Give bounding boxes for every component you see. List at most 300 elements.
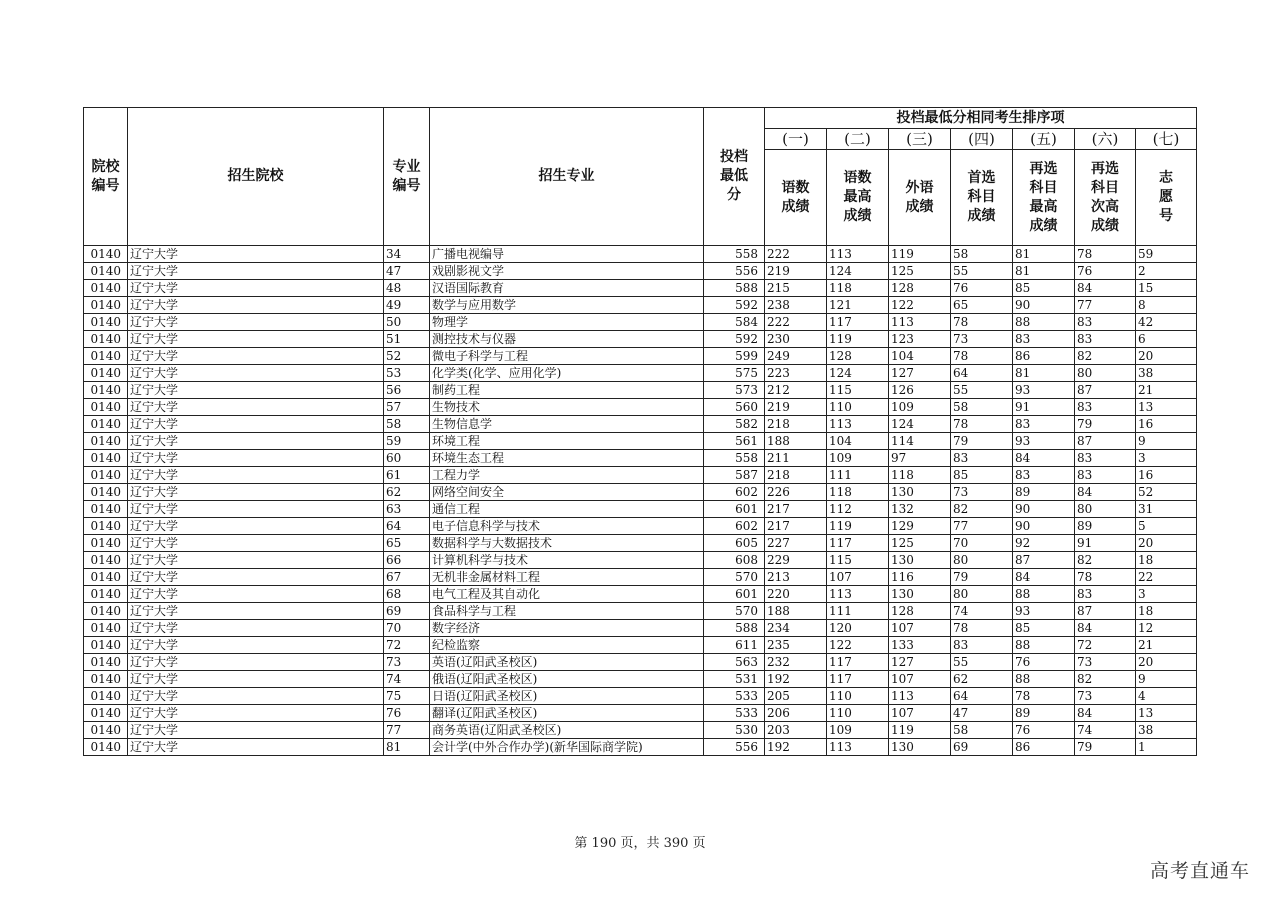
cell-preference-number: 6 xyxy=(1136,331,1197,348)
cell-major-code: 64 xyxy=(384,518,430,535)
cell-major-code: 75 xyxy=(384,688,430,705)
cell-chinese-math-max-score: 117 xyxy=(827,654,889,671)
cell-school-code: 0140 xyxy=(84,535,128,552)
cell-chinese-math-score: 222 xyxy=(765,314,827,331)
table-row xyxy=(84,637,1197,654)
cell-preference-number: 38 xyxy=(1136,722,1197,739)
cell-min-score: 575 xyxy=(704,365,765,382)
cell-preference-number: 18 xyxy=(1136,603,1197,620)
cell-major-name: 生物信息学 xyxy=(430,416,704,433)
cell-major-code: 47 xyxy=(384,263,430,280)
cell-chinese-math-max-score: 110 xyxy=(827,705,889,722)
cell-school-name: 辽宁大学 xyxy=(128,297,384,314)
cell-school-code: 0140 xyxy=(84,382,128,399)
cell-chinese-math-score: 188 xyxy=(765,433,827,450)
cell-elective-second-score: 79 xyxy=(1075,416,1136,433)
cell-chinese-math-max-score: 122 xyxy=(827,637,889,654)
cell-school-code: 0140 xyxy=(84,484,128,501)
cell-min-score: 605 xyxy=(704,535,765,552)
cell-first-subject-score: 78 xyxy=(951,416,1013,433)
cell-preference-number: 8 xyxy=(1136,297,1197,314)
cell-elective-second-score: 83 xyxy=(1075,314,1136,331)
cell-preference-number: 20 xyxy=(1136,535,1197,552)
cell-first-subject-score: 83 xyxy=(951,450,1013,467)
table-row xyxy=(84,297,1197,314)
cell-major-code: 66 xyxy=(384,552,430,569)
cell-elective-max-score: 90 xyxy=(1013,518,1075,535)
cell-preference-number: 12 xyxy=(1136,620,1197,637)
cell-school-name: 辽宁大学 xyxy=(128,722,384,739)
cell-preference-number: 18 xyxy=(1136,552,1197,569)
cell-chinese-math-score: 188 xyxy=(765,603,827,620)
cell-elective-max-score: 93 xyxy=(1013,603,1075,620)
cell-first-subject-score: 80 xyxy=(951,586,1013,603)
cell-chinese-math-max-score: 124 xyxy=(827,263,889,280)
cell-school-code: 0140 xyxy=(84,467,128,484)
cell-school-name: 辽宁大学 xyxy=(128,484,384,501)
cell-major-code: 58 xyxy=(384,416,430,433)
cell-first-subject-score: 78 xyxy=(951,314,1013,331)
cell-chinese-math-max-score: 124 xyxy=(827,365,889,382)
cell-preference-number: 2 xyxy=(1136,263,1197,280)
cell-min-score: 531 xyxy=(704,671,765,688)
cell-elective-second-score: 77 xyxy=(1075,297,1136,314)
table-row xyxy=(84,535,1197,552)
cell-chinese-math-max-score: 104 xyxy=(827,433,889,450)
cell-school-code: 0140 xyxy=(84,399,128,416)
cell-chinese-math-score: 205 xyxy=(765,688,827,705)
cell-preference-number: 59 xyxy=(1136,246,1197,263)
cell-min-score: 599 xyxy=(704,348,765,365)
cell-foreign-language-score: 130 xyxy=(889,739,951,756)
cell-chinese-math-score: 192 xyxy=(765,739,827,756)
cell-min-score: 570 xyxy=(704,569,765,586)
cell-chinese-math-score: 229 xyxy=(765,552,827,569)
cell-chinese-math-max-score: 112 xyxy=(827,501,889,518)
cell-chinese-math-score: 249 xyxy=(765,348,827,365)
cell-major-name: 纪检监察 xyxy=(430,637,704,654)
cell-elective-max-score: 76 xyxy=(1013,654,1075,671)
cell-school-name: 辽宁大学 xyxy=(128,501,384,518)
cell-chinese-math-max-score: 110 xyxy=(827,688,889,705)
cell-major-name: 环境生态工程 xyxy=(430,450,704,467)
cell-chinese-math-max-score: 119 xyxy=(827,331,889,348)
cell-chinese-math-score: 230 xyxy=(765,331,827,348)
cell-major-name: 化学类(化学、应用化学) xyxy=(430,365,704,382)
cell-elective-second-score: 73 xyxy=(1075,654,1136,671)
cell-foreign-language-score: 109 xyxy=(889,399,951,416)
cell-min-score: 584 xyxy=(704,314,765,331)
cell-first-subject-score: 85 xyxy=(951,467,1013,484)
cell-major-name: 日语(辽阳武圣校区) xyxy=(430,688,704,705)
cell-elective-max-score: 91 xyxy=(1013,399,1075,416)
header-chinese-math-score: 语数成绩 xyxy=(765,150,827,246)
cell-chinese-math-score: 232 xyxy=(765,654,827,671)
cell-chinese-math-max-score: 128 xyxy=(827,348,889,365)
cell-preference-number: 16 xyxy=(1136,416,1197,433)
cell-major-code: 50 xyxy=(384,314,430,331)
cell-major-code: 77 xyxy=(384,722,430,739)
cell-chinese-math-max-score: 110 xyxy=(827,399,889,416)
cell-chinese-math-score: 219 xyxy=(765,263,827,280)
cell-school-name: 辽宁大学 xyxy=(128,518,384,535)
cell-elective-second-score: 74 xyxy=(1075,722,1136,739)
cell-elective-max-score: 81 xyxy=(1013,246,1075,263)
cell-preference-number: 42 xyxy=(1136,314,1197,331)
table-row xyxy=(84,382,1197,399)
cell-foreign-language-score: 130 xyxy=(889,552,951,569)
cell-preference-number: 15 xyxy=(1136,280,1197,297)
cell-school-code: 0140 xyxy=(84,739,128,756)
cell-chinese-math-max-score: 111 xyxy=(827,467,889,484)
cell-first-subject-score: 82 xyxy=(951,501,1013,518)
table-row xyxy=(84,552,1197,569)
cell-school-code: 0140 xyxy=(84,722,128,739)
cell-min-score: 608 xyxy=(704,552,765,569)
cell-min-score: 558 xyxy=(704,450,765,467)
cell-chinese-math-score: 203 xyxy=(765,722,827,739)
cell-major-name: 计算机科学与技术 xyxy=(430,552,704,569)
cell-elective-max-score: 84 xyxy=(1013,569,1075,586)
cell-school-name: 辽宁大学 xyxy=(128,280,384,297)
cell-major-code: 51 xyxy=(384,331,430,348)
cell-elective-max-score: 89 xyxy=(1013,705,1075,722)
cell-school-code: 0140 xyxy=(84,263,128,280)
cell-elective-max-score: 76 xyxy=(1013,722,1075,739)
cell-chinese-math-score: 234 xyxy=(765,620,827,637)
header-elective-second-score: 再选科目次高成绩 xyxy=(1075,150,1136,246)
cell-chinese-math-max-score: 117 xyxy=(827,671,889,688)
cell-preference-number: 16 xyxy=(1136,467,1197,484)
cell-chinese-math-score: 238 xyxy=(765,297,827,314)
cell-preference-number: 1 xyxy=(1136,739,1197,756)
cell-foreign-language-score: 119 xyxy=(889,722,951,739)
cell-preference-number: 20 xyxy=(1136,654,1197,671)
cell-major-name: 商务英语(辽阳武圣校区) xyxy=(430,722,704,739)
cell-min-score: 602 xyxy=(704,484,765,501)
cell-elective-second-score: 72 xyxy=(1075,637,1136,654)
cell-chinese-math-score: 227 xyxy=(765,535,827,552)
cell-elective-max-score: 89 xyxy=(1013,484,1075,501)
cell-foreign-language-score: 107 xyxy=(889,705,951,722)
cell-elective-second-score: 80 xyxy=(1075,501,1136,518)
cell-school-name: 辽宁大学 xyxy=(128,433,384,450)
header-tiebreak-index: (五) xyxy=(1013,129,1075,150)
cell-preference-number: 31 xyxy=(1136,501,1197,518)
cell-school-name: 辽宁大学 xyxy=(128,705,384,722)
cell-chinese-math-score: 217 xyxy=(765,501,827,518)
cell-first-subject-score: 55 xyxy=(951,382,1013,399)
cell-major-code: 67 xyxy=(384,569,430,586)
header-min-score: 投档最低分 xyxy=(704,108,765,246)
cell-preference-number: 38 xyxy=(1136,365,1197,382)
cell-elective-second-score: 82 xyxy=(1075,671,1136,688)
cell-elective-max-score: 88 xyxy=(1013,637,1075,654)
cell-first-subject-score: 77 xyxy=(951,518,1013,535)
cell-foreign-language-score: 123 xyxy=(889,331,951,348)
cell-major-code: 48 xyxy=(384,280,430,297)
cell-min-score: 582 xyxy=(704,416,765,433)
cell-chinese-math-score: 219 xyxy=(765,399,827,416)
cell-elective-max-score: 84 xyxy=(1013,450,1075,467)
cell-foreign-language-score: 125 xyxy=(889,263,951,280)
cell-elective-second-score: 83 xyxy=(1075,467,1136,484)
cell-preference-number: 22 xyxy=(1136,569,1197,586)
watermark-text: 高考直通车 xyxy=(1149,860,1250,882)
cell-elective-max-score: 88 xyxy=(1013,586,1075,603)
cell-preference-number: 21 xyxy=(1136,382,1197,399)
cell-preference-number: 13 xyxy=(1136,399,1197,416)
cell-elective-second-score: 80 xyxy=(1075,365,1136,382)
cell-elective-second-score: 76 xyxy=(1075,263,1136,280)
cell-foreign-language-score: 132 xyxy=(889,501,951,518)
cell-first-subject-score: 73 xyxy=(951,331,1013,348)
cell-first-subject-score: 79 xyxy=(951,433,1013,450)
cell-elective-second-score: 73 xyxy=(1075,688,1136,705)
cell-school-name: 辽宁大学 xyxy=(128,586,384,603)
cell-foreign-language-score: 124 xyxy=(889,416,951,433)
cell-first-subject-score: 78 xyxy=(951,620,1013,637)
cell-school-code: 0140 xyxy=(84,586,128,603)
cell-major-name: 电气工程及其自动化 xyxy=(430,586,704,603)
cell-chinese-math-max-score: 113 xyxy=(827,246,889,263)
cell-school-name: 辽宁大学 xyxy=(128,620,384,637)
cell-chinese-math-score: 217 xyxy=(765,518,827,535)
cell-chinese-math-max-score: 118 xyxy=(827,280,889,297)
cell-chinese-math-score: 206 xyxy=(765,705,827,722)
cell-major-name: 食品科学与工程 xyxy=(430,603,704,620)
cell-major-code: 61 xyxy=(384,467,430,484)
cell-major-code: 53 xyxy=(384,365,430,382)
cell-major-name: 生物技术 xyxy=(430,399,704,416)
cell-major-name: 无机非金属材料工程 xyxy=(430,569,704,586)
cell-elective-second-score: 84 xyxy=(1075,705,1136,722)
cell-school-name: 辽宁大学 xyxy=(128,348,384,365)
cell-major-code: 70 xyxy=(384,620,430,637)
cell-elective-second-score: 82 xyxy=(1075,552,1136,569)
table-row xyxy=(84,331,1197,348)
cell-chinese-math-score: 222 xyxy=(765,246,827,263)
cell-elective-second-score: 83 xyxy=(1075,331,1136,348)
table-row xyxy=(84,722,1197,739)
cell-major-name: 工程力学 xyxy=(430,467,704,484)
cell-foreign-language-score: 130 xyxy=(889,586,951,603)
cell-chinese-math-max-score: 120 xyxy=(827,620,889,637)
cell-elective-max-score: 83 xyxy=(1013,331,1075,348)
cell-min-score: 611 xyxy=(704,637,765,654)
cell-foreign-language-score: 127 xyxy=(889,654,951,671)
cell-school-code: 0140 xyxy=(84,569,128,586)
table-row xyxy=(84,433,1197,450)
cell-school-name: 辽宁大学 xyxy=(128,603,384,620)
cell-min-score: 530 xyxy=(704,722,765,739)
cell-elective-second-score: 84 xyxy=(1075,620,1136,637)
cell-major-code: 62 xyxy=(384,484,430,501)
cell-school-code: 0140 xyxy=(84,246,128,263)
cell-chinese-math-score: 218 xyxy=(765,416,827,433)
cell-elective-second-score: 83 xyxy=(1075,586,1136,603)
cell-min-score: 556 xyxy=(704,263,765,280)
cell-major-name: 戏剧影视文学 xyxy=(430,263,704,280)
cell-first-subject-score: 73 xyxy=(951,484,1013,501)
table-row xyxy=(84,416,1197,433)
table-row xyxy=(84,450,1197,467)
cell-school-code: 0140 xyxy=(84,603,128,620)
cell-first-subject-score: 78 xyxy=(951,348,1013,365)
cell-chinese-math-score: 235 xyxy=(765,637,827,654)
cell-chinese-math-max-score: 118 xyxy=(827,484,889,501)
cell-school-name: 辽宁大学 xyxy=(128,365,384,382)
cell-first-subject-score: 65 xyxy=(951,297,1013,314)
cell-school-name: 辽宁大学 xyxy=(128,552,384,569)
cell-chinese-math-max-score: 109 xyxy=(827,722,889,739)
cell-first-subject-score: 83 xyxy=(951,637,1013,654)
cell-first-subject-score: 79 xyxy=(951,569,1013,586)
cell-foreign-language-score: 107 xyxy=(889,620,951,637)
cell-min-score: 602 xyxy=(704,518,765,535)
cell-chinese-math-max-score: 113 xyxy=(827,416,889,433)
cell-major-code: 56 xyxy=(384,382,430,399)
cell-major-code: 81 xyxy=(384,739,430,756)
cell-school-name: 辽宁大学 xyxy=(128,671,384,688)
cell-school-name: 辽宁大学 xyxy=(128,246,384,263)
cell-elective-max-score: 85 xyxy=(1013,280,1075,297)
cell-elective-max-score: 88 xyxy=(1013,314,1075,331)
cell-foreign-language-score: 104 xyxy=(889,348,951,365)
cell-min-score: 601 xyxy=(704,586,765,603)
header-first-subject-score: 首选科目成绩 xyxy=(951,150,1013,246)
cell-major-name: 环境工程 xyxy=(430,433,704,450)
cell-school-name: 辽宁大学 xyxy=(128,450,384,467)
cell-school-code: 0140 xyxy=(84,654,128,671)
cell-first-subject-score: 80 xyxy=(951,552,1013,569)
cell-min-score: 561 xyxy=(704,433,765,450)
cell-chinese-math-max-score: 111 xyxy=(827,603,889,620)
cell-major-code: 72 xyxy=(384,637,430,654)
cell-foreign-language-score: 126 xyxy=(889,382,951,399)
table-row xyxy=(84,280,1197,297)
cell-elective-max-score: 86 xyxy=(1013,739,1075,756)
cell-major-code: 69 xyxy=(384,603,430,620)
cell-school-name: 辽宁大学 xyxy=(128,654,384,671)
cell-first-subject-score: 58 xyxy=(951,399,1013,416)
cell-major-name: 英语(辽阳武圣校区) xyxy=(430,654,704,671)
cell-major-code: 76 xyxy=(384,705,430,722)
cell-elective-second-score: 84 xyxy=(1075,484,1136,501)
cell-first-subject-score: 70 xyxy=(951,535,1013,552)
table-body xyxy=(84,246,1197,756)
cell-school-name: 辽宁大学 xyxy=(128,382,384,399)
cell-min-score: 533 xyxy=(704,688,765,705)
cell-major-name: 物理学 xyxy=(430,314,704,331)
table-row xyxy=(84,671,1197,688)
cell-preference-number: 5 xyxy=(1136,518,1197,535)
cell-elective-max-score: 87 xyxy=(1013,552,1075,569)
cell-first-subject-score: 74 xyxy=(951,603,1013,620)
cell-first-subject-score: 62 xyxy=(951,671,1013,688)
cell-major-code: 59 xyxy=(384,433,430,450)
table-row xyxy=(84,688,1197,705)
table-row xyxy=(84,501,1197,518)
cell-elective-max-score: 83 xyxy=(1013,416,1075,433)
cell-major-code: 49 xyxy=(384,297,430,314)
cell-major-code: 34 xyxy=(384,246,430,263)
cell-min-score: 570 xyxy=(704,603,765,620)
cell-chinese-math-max-score: 113 xyxy=(827,586,889,603)
cell-chinese-math-score: 212 xyxy=(765,382,827,399)
cell-min-score: 588 xyxy=(704,280,765,297)
table-row xyxy=(84,484,1197,501)
cell-preference-number: 9 xyxy=(1136,433,1197,450)
cell-school-name: 辽宁大学 xyxy=(128,535,384,552)
cell-chinese-math-max-score: 115 xyxy=(827,552,889,569)
cell-min-score: 556 xyxy=(704,739,765,756)
cell-chinese-math-score: 218 xyxy=(765,467,827,484)
cell-school-code: 0140 xyxy=(84,280,128,297)
cell-elective-second-score: 89 xyxy=(1075,518,1136,535)
cell-preference-number: 20 xyxy=(1136,348,1197,365)
cell-foreign-language-score: 122 xyxy=(889,297,951,314)
cell-foreign-language-score: 129 xyxy=(889,518,951,535)
cell-school-name: 辽宁大学 xyxy=(128,688,384,705)
cell-school-code: 0140 xyxy=(84,501,128,518)
cell-elective-max-score: 93 xyxy=(1013,382,1075,399)
cell-preference-number: 21 xyxy=(1136,637,1197,654)
cell-major-name: 数据科学与大数据技术 xyxy=(430,535,704,552)
header-tiebreak-index: (四) xyxy=(951,129,1013,150)
cell-foreign-language-score: 113 xyxy=(889,688,951,705)
header-tiebreak-index: (二) xyxy=(827,129,889,150)
cell-min-score: 601 xyxy=(704,501,765,518)
cell-first-subject-score: 58 xyxy=(951,722,1013,739)
cell-major-name: 微电子科学与工程 xyxy=(430,348,704,365)
cell-elective-max-score: 81 xyxy=(1013,365,1075,382)
header-foreign-language-score: 外语成绩 xyxy=(889,150,951,246)
cell-elective-second-score: 83 xyxy=(1075,450,1136,467)
cell-major-code: 74 xyxy=(384,671,430,688)
cell-foreign-language-score: 125 xyxy=(889,535,951,552)
cell-school-code: 0140 xyxy=(84,416,128,433)
table-row xyxy=(84,620,1197,637)
cell-school-code: 0140 xyxy=(84,365,128,382)
cell-elective-max-score: 93 xyxy=(1013,433,1075,450)
header-tiebreak-index: (一) xyxy=(765,129,827,150)
cell-chinese-math-max-score: 117 xyxy=(827,535,889,552)
cell-min-score: 592 xyxy=(704,331,765,348)
cell-school-code: 0140 xyxy=(84,552,128,569)
cell-school-code: 0140 xyxy=(84,688,128,705)
cell-elective-second-score: 78 xyxy=(1075,246,1136,263)
cell-elective-max-score: 83 xyxy=(1013,467,1075,484)
cell-foreign-language-score: 133 xyxy=(889,637,951,654)
cell-major-code: 63 xyxy=(384,501,430,518)
cell-major-name: 广播电视编导 xyxy=(430,246,704,263)
cell-major-code: 60 xyxy=(384,450,430,467)
cell-min-score: 533 xyxy=(704,705,765,722)
header-tiebreak-index: (六) xyxy=(1075,129,1136,150)
cell-chinese-math-max-score: 117 xyxy=(827,314,889,331)
header-chinese-math-max-score: 语数最高成绩 xyxy=(827,150,889,246)
header-school-code: 院校编号 xyxy=(84,108,128,246)
cell-school-name: 辽宁大学 xyxy=(128,314,384,331)
cell-elective-max-score: 90 xyxy=(1013,297,1075,314)
cell-elective-second-score: 79 xyxy=(1075,739,1136,756)
table-row xyxy=(84,739,1197,756)
cell-chinese-math-score: 192 xyxy=(765,671,827,688)
cell-chinese-math-max-score: 107 xyxy=(827,569,889,586)
cell-chinese-math-score: 223 xyxy=(765,365,827,382)
cell-elective-max-score: 90 xyxy=(1013,501,1075,518)
